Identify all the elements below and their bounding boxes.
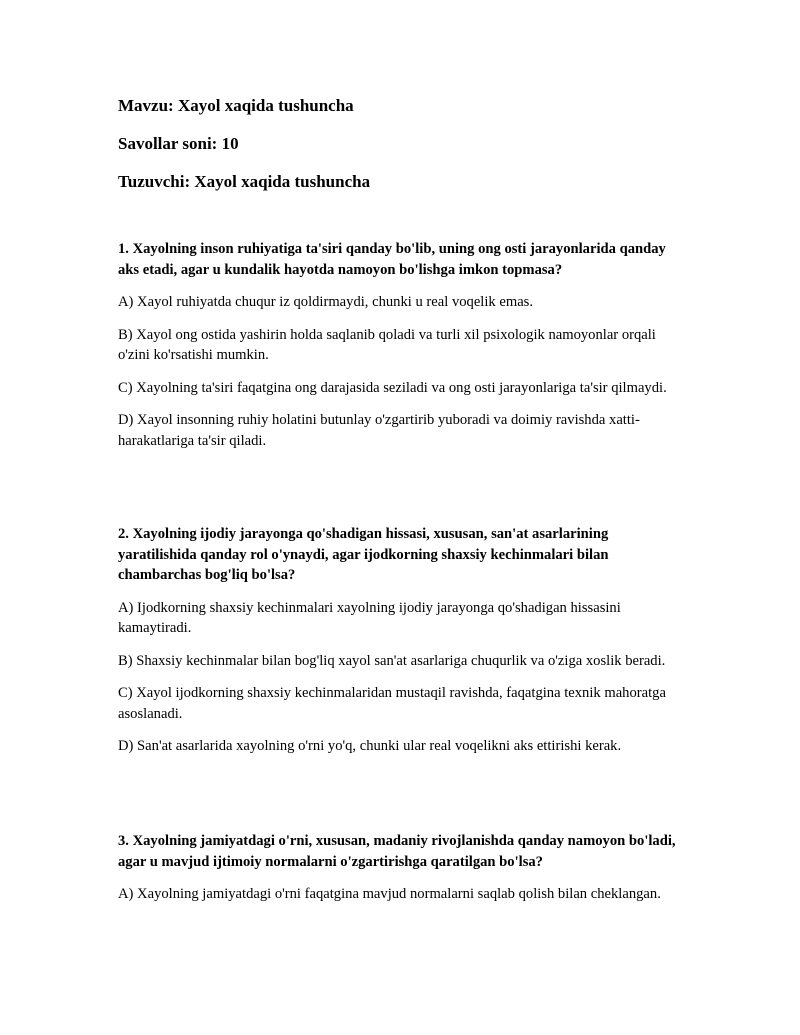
- answer-option-b: B) Xayol ong ostida yashirin holda saqlanib qoladi va turli xil psixologik namoyonlar orqali o'zini ko'rsatishi mumkin.: [118, 326, 656, 363]
- question-text: 2. Xayolning ijodiy jarayonga qo'shadigan hissasi, xususan, san'at asarlarining yaratilishida qanday rol o'ynaydi, agar ijodkorning shaxsiy kechinmalari bilan chambarchas bog'liq bo'lsa?: [118, 526, 609, 583]
- answer-option-c: C) Xayol ijodkorning shaxsiy kechinmalaridan mustaqil ravishda, faqatgina texnik mahoratga asoslanadi.: [118, 685, 666, 722]
- question-text: 3. Xayolning jamiyatdagi o'rni, xususan, madaniy rivojlanishda qanday namoyon bo'ladi, agar u mavjud ijtimoiy normalarni o'zgartirishga qaratilgan bo'lsa?: [118, 833, 676, 870]
- question-block-3: [118, 831, 688, 917]
- answer-option-d: D) Xayol insonning ruhiy holatini butunlay o'zgartirib yuboradi va doimiy ravishda xatti-harakatlariga ta'sir qiladi.: [118, 412, 640, 449]
- author-heading: Tuzuvchi: Xayol xaqida tushuncha: [118, 172, 371, 191]
- question-block-1: [118, 239, 688, 463]
- question-block-2: [118, 524, 688, 769]
- question-count-heading: Savollar soni: 10: [118, 134, 239, 153]
- answer-option-b: B) Shaxsiy kechinmalar bilan bog'liq xayol san'at asarlariga chuqurlik va o'ziga xoslik beradi.: [118, 652, 666, 669]
- answer-option-d: D) San'at asarlarida xayolning o'rni yo'q, chunki ular real voqelikni aks ettirishi kerak.: [118, 738, 622, 754]
- answer-option-a: A) Xayol ruhiyatda chuqur iz qoldirmaydi, chunki u real voqelik emas.: [118, 294, 533, 310]
- topic-heading: Mavzu: Xayol xaqida tushuncha: [118, 96, 354, 115]
- question-text: 1. Xayolning inson ruhiyatiga ta'siri qanday bo'lib, uning ong osti jarayonlarida qanday aks etadi, agar u kundalik hayotda namoyon bo'lishga imkon topmasa?: [118, 241, 666, 278]
- answer-option-a: A) Xayolning jamiyatdagi o'rni faqatgina mavjud normalarni saqlab qolish bilan cheklangan.: [118, 886, 661, 902]
- answer-option-a: A) Ijodkorning shaxsiy kechinmalari xayolning ijodiy jarayonga qo'shadigan hissasini kamaytiradi.: [118, 599, 621, 636]
- answer-option-c: C) Xayolning ta'siri faqatgina ong darajasida seziladi va ong osti jarayonlariga ta'sir qilmaydi.: [118, 379, 667, 396]
